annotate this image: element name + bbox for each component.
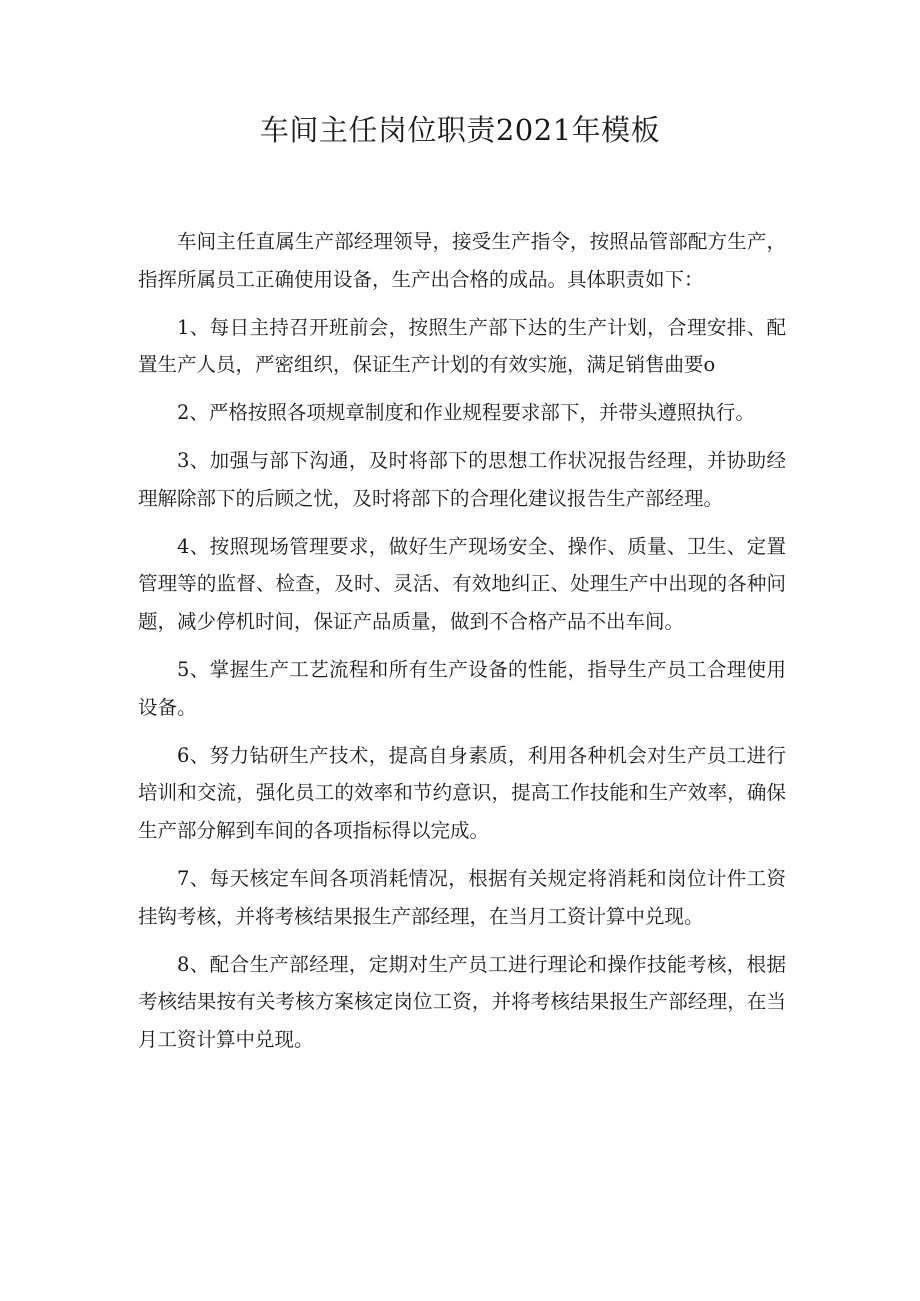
duty-item-3: 3、加强与部下沟通，及时将部下的思想工作状况报告经理，并协助经理解除部下的后顾之忧，及时将部下的合理化建议报告生产部经理。 (138, 448, 786, 510)
duty-item-5: 5、掌握生产工艺流程和所有生产设备的性能，指导生产员工合理使用设备。 (138, 657, 786, 719)
duty-item-6: 6、努力钻研生产技术，提高自身素质，利用各种机会对生产员工进行培训和交流，强化员工的效率和节约意识，提高工作技能和生产效率，确保生产部分解到车间的各项指标得以完成。 (138, 743, 786, 843)
duty-item-4: 4、按照现场管理要求，做好生产现场安全、操作、质量、卫生、定置管理等的监督、检查，及时、灵活、有效地纠正、处理生产中出现的各种问题，减少停机时间，保证产品质量，做到不合格产品不出车间。 (138, 534, 786, 634)
duty-item-7: 7、每天核定车间各项消耗情况，根据有关规定将消耗和岗位计件工资挂钩考核，并将考核结果报生产部经理，在当月工资计算中兑现。 (138, 866, 786, 928)
intro-paragraph: 车间主任直属生产部经理领导，接受生产指令，按照品管部配方生产，指挥所属员工正确使用设备，生产出合格的成品。具体职责如下： (138, 230, 786, 291)
duty-item-8: 8、配合生产部经理，定期对生产员工进行理论和操作技能考核，根据考核结果按有关考核方案核定岗位工资，并将考核结果报生产部经理，在当月工资计算中兑现。 (138, 952, 786, 1052)
document-body (138, 223, 786, 1069)
page-title: 车间主任岗位职责2021年模板 (259, 113, 661, 147)
duty-item-1: 1、每日主持召开班前会，按照生产部下达的生产计划，合理安排、配置生产人员，严密组织，保证生产计划的有效实施，满足销售曲要o (138, 315, 786, 377)
duty-item-2: 2、严格按照各项规章制度和作业规程要求部下，并带头遵照执行。 (177, 401, 755, 425)
